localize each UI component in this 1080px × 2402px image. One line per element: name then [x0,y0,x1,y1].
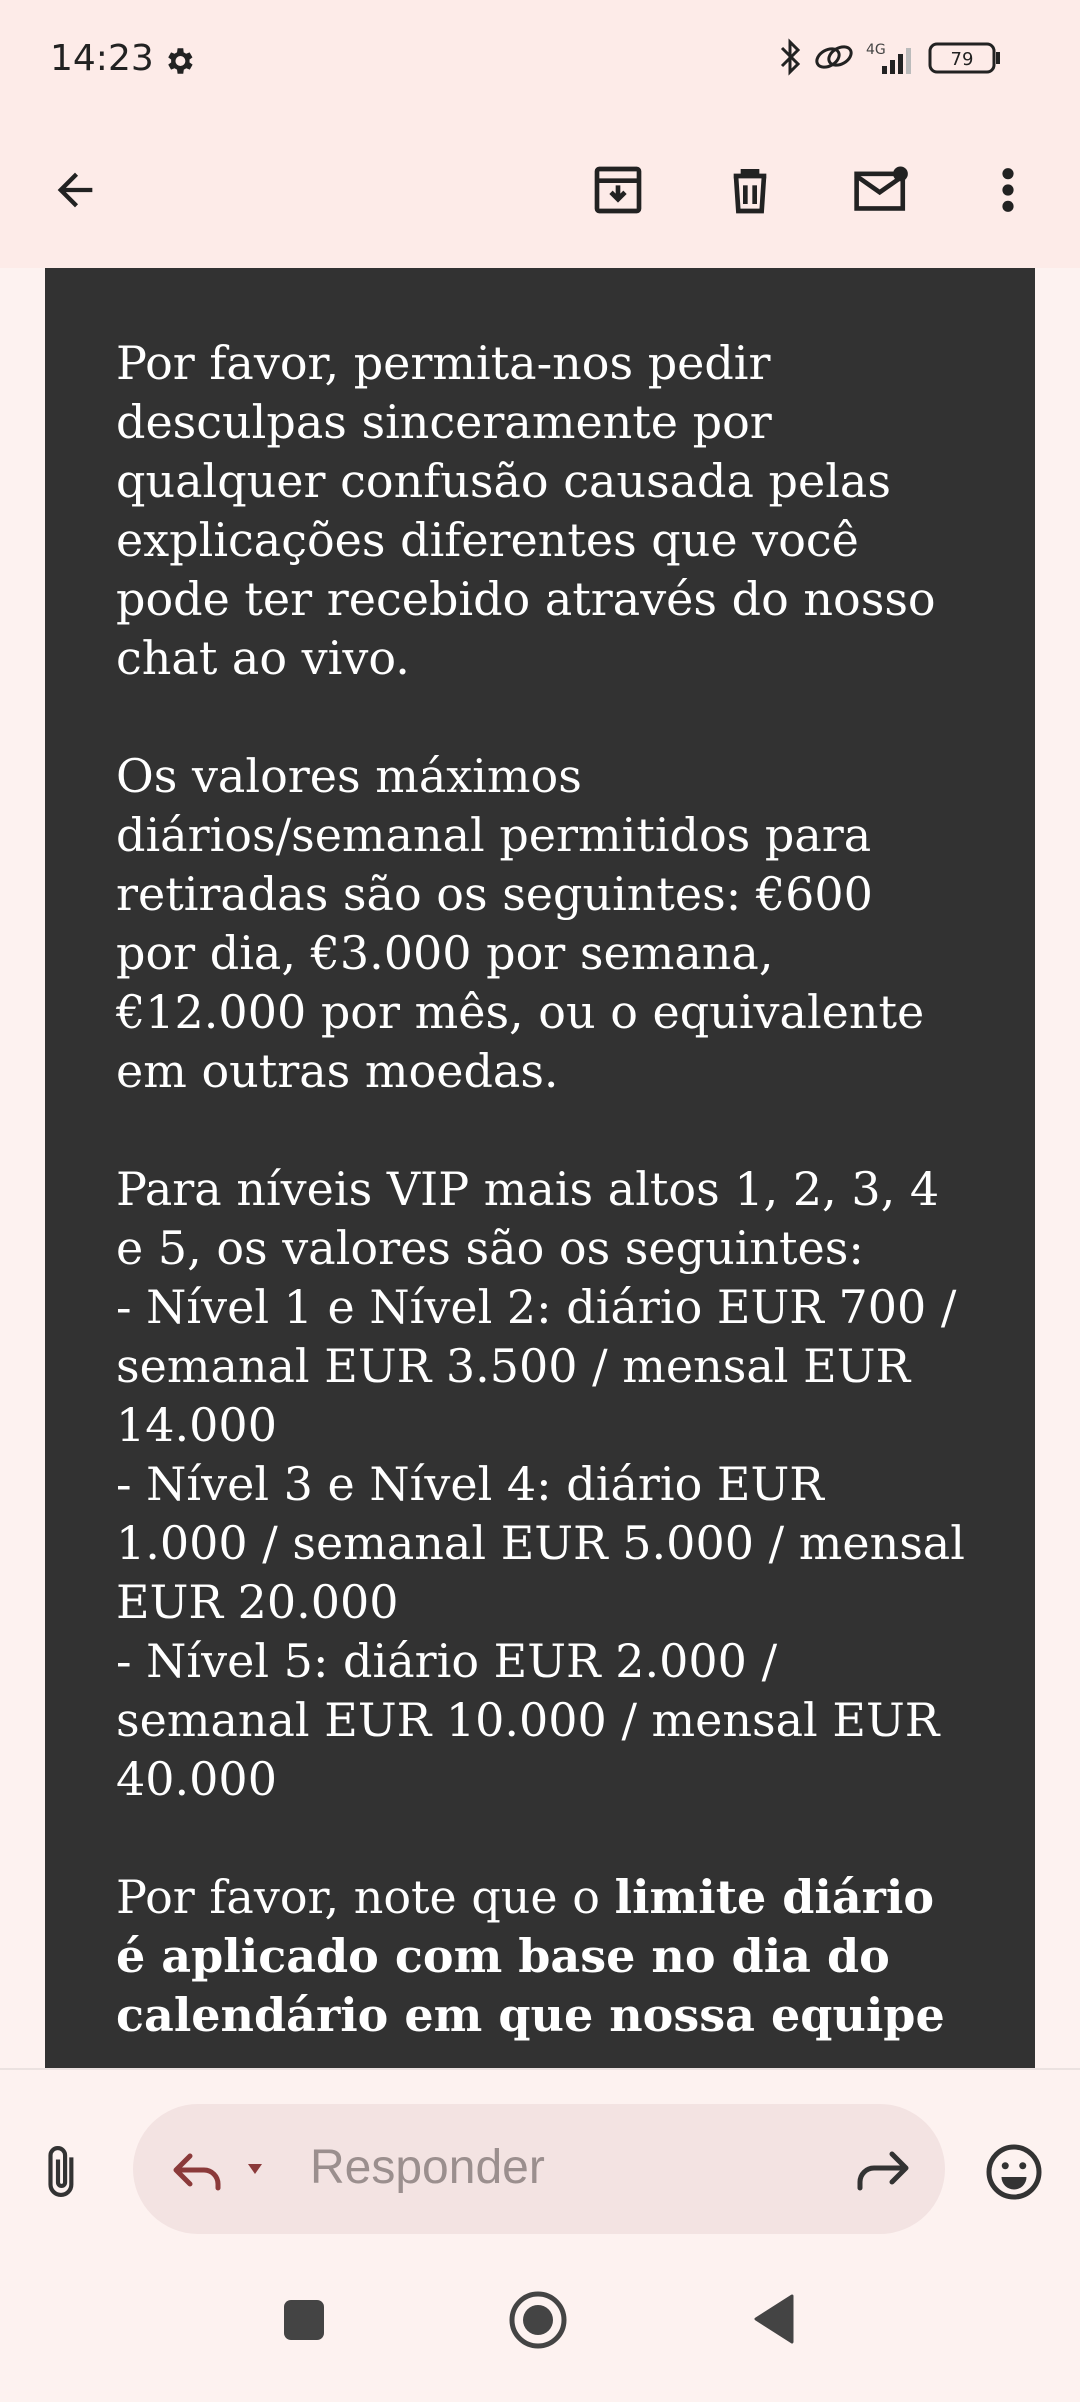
delete-button[interactable] [710,150,790,230]
email-text: Por favor, note que o [116,1870,615,1924]
email-line: pode ter recebido através do nosso [116,572,936,626]
more-options-button[interactable] [968,150,1048,230]
emoji-button[interactable] [984,2142,1044,2206]
email-line: - Nível 3 e Nível 4: diário EUR [116,1457,824,1511]
email-paragraph-4 [116,1868,986,2045]
email-line: explicações diferentes que você [116,513,859,567]
delete-icon [722,162,778,218]
archive-button[interactable] [578,150,658,230]
email-line: chat ao vivo. [116,631,410,685]
status-icons [774,36,1024,86]
email-line: 14.000 [116,1398,277,1452]
mark-unread-icon [852,162,912,218]
email-toolbar [0,120,1080,268]
signal-icon [882,48,911,74]
email-bold-text: é aplicado com base no dia do [116,1929,890,1983]
email-line: 1.000 / semanal EUR 5.000 / mensal [116,1516,965,1570]
email-line: desculpas sinceramente por [116,395,772,449]
archive-icon [590,162,646,218]
status-time: 14:23 [50,38,154,79]
emoji-icon [984,2142,1044,2202]
back-nav-button[interactable] [752,2294,796,2348]
email-paragraph-2 [116,747,986,1101]
circle-home-icon [508,2290,568,2350]
email-line: qualquer confusão causada pelas [116,454,891,508]
dropdown-arrow-icon [248,2164,262,2174]
email-line: €12.000 por mês, ou o equivalente [116,985,925,1039]
email-line: 40.000 [116,1752,277,1806]
email-line: Por favor, permita-nos pedir [116,336,771,390]
email-paragraph-3 [116,1160,986,1809]
email-paragraph-1 [116,334,986,688]
forward-icon [852,2146,912,2196]
reply-icon [176,2156,218,2188]
recent-apps-button[interactable] [282,2298,326,2346]
status-bar [0,0,1080,120]
mark-unread-button[interactable] [842,150,922,230]
email-line: semanal EUR 10.000 / mensal EUR [116,1693,940,1747]
email-line: diários/semanal permitidos para [116,808,872,862]
svg-text:79: 79 [950,49,974,70]
email-line: e 5, os valores são os seguintes: [116,1221,864,1275]
email-line: retiradas são os seguintes: €600 [116,867,873,921]
email-line: por dia, €3.000 por semana, [116,926,774,980]
battery-icon [930,44,1000,72]
triangle-back-icon [752,2294,796,2344]
email-line: em outras moedas. [116,1044,559,1098]
email-line: - Nível 5: diário EUR 2.000 / [116,1634,778,1688]
back-button[interactable] [35,150,115,230]
attachment-icon [38,2142,88,2202]
email-line: Para níveis VIP mais altos 1, 2, 3, 4 [116,1162,940,1216]
email-line: semanal EUR 3.500 / mensal EUR [116,1339,911,1393]
email-bold-text: limite diário [614,1870,935,1924]
email-bold-text: calendário em que nossa equipe [116,1988,945,2042]
more-vert-icon [998,162,1018,218]
email-line: Os valores máximos [116,749,582,803]
bluetooth-icon [782,42,798,72]
email-line [116,1868,986,1927]
reply-options-button[interactable] [170,2142,280,2202]
square-icon [282,2298,326,2342]
reply-placeholder[interactable]: Responder [310,2141,545,2194]
forward-button[interactable] [852,2146,912,2200]
home-button[interactable] [508,2290,568,2354]
email-line: - Nível 1 e Nível 2: diário EUR 700 / [116,1280,957,1334]
email-body [116,334,986,2104]
arrow-back-icon [49,164,101,216]
link-icon [814,43,855,71]
attach-button[interactable] [38,2142,88,2206]
settings-gear-icon [162,44,196,82]
network-type: 4G [866,42,886,58]
email-line: EUR 20.000 [116,1575,399,1629]
